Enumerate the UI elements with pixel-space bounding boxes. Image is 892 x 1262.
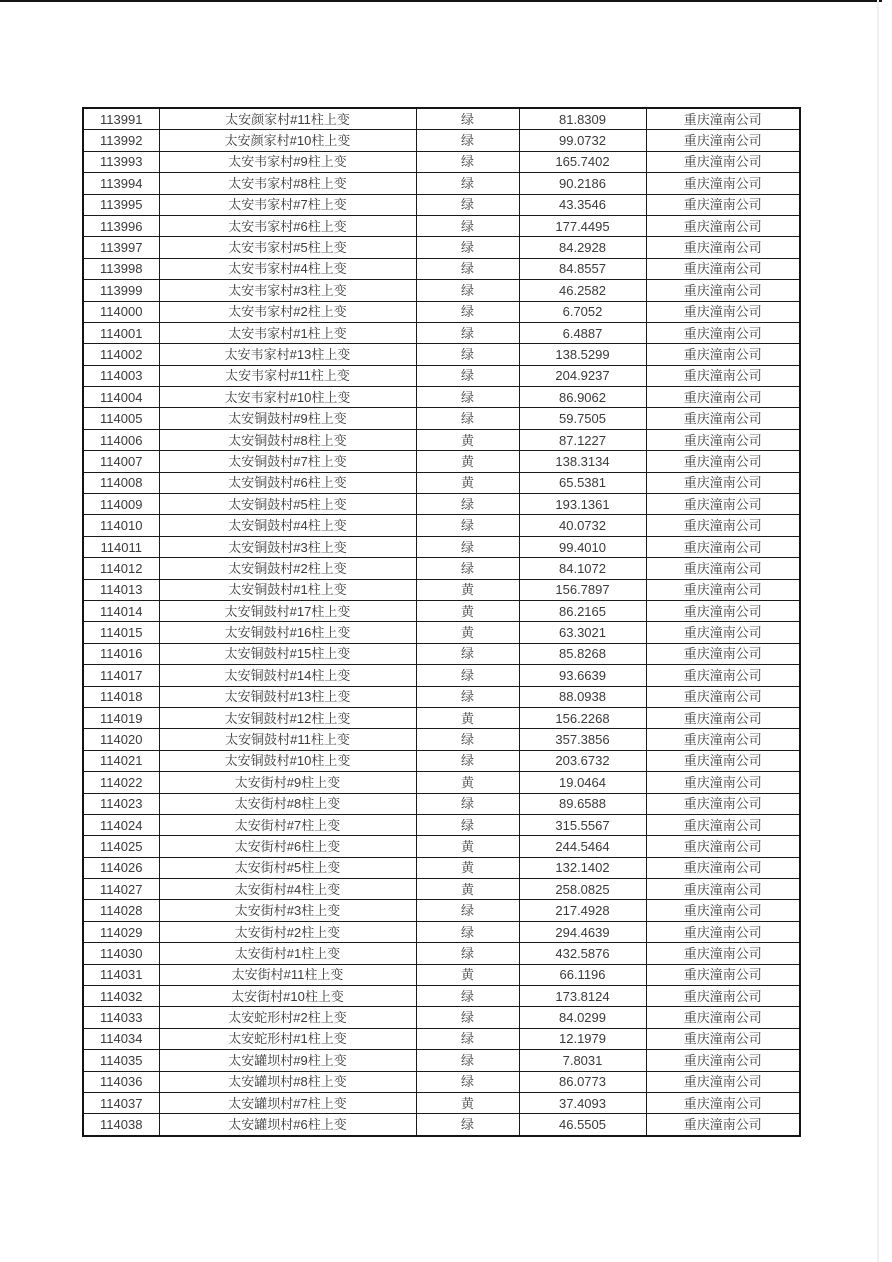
cell-company: 重庆潼南公司 xyxy=(646,1071,800,1092)
table-row xyxy=(83,814,800,835)
table-row xyxy=(83,622,800,643)
table-row xyxy=(83,1050,800,1071)
cell-transformer-name: 太安韦家村#2柱上变 xyxy=(159,301,416,322)
cell-value: 87.1227 xyxy=(519,429,646,450)
cell-company: 重庆潼南公司 xyxy=(646,280,800,301)
cell-transformer-name: 太安街村#6柱上变 xyxy=(159,836,416,857)
cell-transformer-name: 太安韦家村#4柱上变 xyxy=(159,258,416,279)
table-row xyxy=(83,365,800,386)
table-row xyxy=(83,729,800,750)
cell-id: 114034 xyxy=(83,1028,159,1049)
cell-transformer-name: 太安铜鼓村#2柱上变 xyxy=(159,558,416,579)
table-row xyxy=(83,900,800,921)
cell-transformer-name: 太安韦家村#3柱上变 xyxy=(159,280,416,301)
cell-company: 重庆潼南公司 xyxy=(646,622,800,643)
table-row xyxy=(83,772,800,793)
table-row xyxy=(83,943,800,964)
cell-status: 黄 xyxy=(416,429,519,450)
cell-transformer-name: 太安铜鼓村#9柱上变 xyxy=(159,408,416,429)
cell-id: 114024 xyxy=(83,814,159,835)
table-row xyxy=(83,130,800,151)
cell-id: 114020 xyxy=(83,729,159,750)
cell-id: 113997 xyxy=(83,237,159,258)
cell-status: 绿 xyxy=(416,173,519,194)
table-row xyxy=(83,237,800,258)
table-row xyxy=(83,600,800,621)
cell-status: 绿 xyxy=(416,1007,519,1028)
cell-status: 绿 xyxy=(416,280,519,301)
cell-id: 114035 xyxy=(83,1050,159,1071)
cell-transformer-name: 太安颜家村#11柱上变 xyxy=(159,108,416,130)
cell-company: 重庆潼南公司 xyxy=(646,643,800,664)
cell-id: 114000 xyxy=(83,301,159,322)
cell-transformer-name: 太安罐坝村#9柱上变 xyxy=(159,1050,416,1071)
cell-status: 绿 xyxy=(416,1028,519,1049)
cell-transformer-name: 太安铜鼓村#17柱上变 xyxy=(159,600,416,621)
cell-transformer-name: 太安铜鼓村#13柱上变 xyxy=(159,686,416,707)
cell-value: 244.5464 xyxy=(519,836,646,857)
table-row xyxy=(83,686,800,707)
table-row xyxy=(83,879,800,900)
cell-id: 114025 xyxy=(83,836,159,857)
cell-company: 重庆潼南公司 xyxy=(646,237,800,258)
cell-transformer-name: 太安铜鼓村#11柱上变 xyxy=(159,729,416,750)
cell-transformer-name: 太安铜鼓村#16柱上变 xyxy=(159,622,416,643)
cell-transformer-name: 太安街村#3柱上变 xyxy=(159,900,416,921)
table-row xyxy=(83,665,800,686)
cell-status: 绿 xyxy=(416,258,519,279)
cell-value: 99.0732 xyxy=(519,130,646,151)
cell-value: 40.0732 xyxy=(519,515,646,536)
cell-transformer-name: 太安街村#4柱上变 xyxy=(159,879,416,900)
cell-company: 重庆潼南公司 xyxy=(646,130,800,151)
cell-id: 113998 xyxy=(83,258,159,279)
cell-value: 86.0773 xyxy=(519,1071,646,1092)
cell-id: 114011 xyxy=(83,536,159,557)
cell-transformer-name: 太安蛇形村#2柱上变 xyxy=(159,1007,416,1028)
cell-transformer-name: 太安罐坝村#7柱上变 xyxy=(159,1092,416,1113)
cell-value: 37.4093 xyxy=(519,1092,646,1113)
table-row xyxy=(83,1028,800,1049)
cell-status: 绿 xyxy=(416,322,519,343)
cell-status: 黄 xyxy=(416,964,519,985)
cell-status: 绿 xyxy=(416,686,519,707)
cell-value: 432.5876 xyxy=(519,943,646,964)
cell-status: 绿 xyxy=(416,494,519,515)
cell-transformer-name: 太安罐坝村#6柱上变 xyxy=(159,1114,416,1136)
cell-status: 绿 xyxy=(416,793,519,814)
cell-transformer-name: 太安铜鼓村#15柱上变 xyxy=(159,643,416,664)
cell-id: 114036 xyxy=(83,1071,159,1092)
table-row xyxy=(83,793,800,814)
cell-value: 12.1979 xyxy=(519,1028,646,1049)
cell-value: 315.5567 xyxy=(519,814,646,835)
table-row xyxy=(83,301,800,322)
cell-company: 重庆潼南公司 xyxy=(646,429,800,450)
cell-id: 114016 xyxy=(83,643,159,664)
cell-value: 89.6588 xyxy=(519,793,646,814)
cell-transformer-name: 太安铜鼓村#4柱上变 xyxy=(159,515,416,536)
cell-transformer-name: 太安街村#2柱上变 xyxy=(159,921,416,942)
table-row xyxy=(83,536,800,557)
cell-company: 重庆潼南公司 xyxy=(646,1114,800,1136)
cell-transformer-name: 太安韦家村#10柱上变 xyxy=(159,387,416,408)
cell-status: 黄 xyxy=(416,707,519,728)
cell-value: 294.4639 xyxy=(519,921,646,942)
table-row xyxy=(83,558,800,579)
cell-company: 重庆潼南公司 xyxy=(646,793,800,814)
cell-status: 绿 xyxy=(416,900,519,921)
cell-id: 114019 xyxy=(83,707,159,728)
cell-transformer-name: 太安街村#9柱上变 xyxy=(159,772,416,793)
cell-value: 7.8031 xyxy=(519,1050,646,1071)
table-row xyxy=(83,750,800,771)
cell-status: 绿 xyxy=(416,729,519,750)
cell-transformer-name: 太安韦家村#9柱上变 xyxy=(159,151,416,172)
cell-company: 重庆潼南公司 xyxy=(646,964,800,985)
cell-value: 132.1402 xyxy=(519,857,646,878)
cell-status: 绿 xyxy=(416,943,519,964)
cell-value: 43.3546 xyxy=(519,194,646,215)
cell-company: 重庆潼南公司 xyxy=(646,173,800,194)
cell-id: 113999 xyxy=(83,280,159,301)
cell-value: 88.0938 xyxy=(519,686,646,707)
cell-company: 重庆潼南公司 xyxy=(646,1092,800,1113)
cell-id: 114018 xyxy=(83,686,159,707)
cell-id: 114002 xyxy=(83,344,159,365)
cell-status: 绿 xyxy=(416,986,519,1007)
table-row xyxy=(83,1092,800,1113)
cell-company: 重庆潼南公司 xyxy=(646,900,800,921)
transformer-table xyxy=(82,107,801,1137)
cell-company: 重庆潼南公司 xyxy=(646,344,800,365)
cell-company: 重庆潼南公司 xyxy=(646,707,800,728)
cell-transformer-name: 太安街村#10柱上变 xyxy=(159,986,416,1007)
cell-company: 重庆潼南公司 xyxy=(646,1028,800,1049)
cell-id: 114027 xyxy=(83,879,159,900)
cell-status: 黄 xyxy=(416,836,519,857)
cell-company: 重庆潼南公司 xyxy=(646,600,800,621)
cell-status: 绿 xyxy=(416,365,519,386)
table-row xyxy=(83,1114,800,1136)
cell-transformer-name: 太安罐坝村#8柱上变 xyxy=(159,1071,416,1092)
table-row xyxy=(83,643,800,664)
cell-status: 黄 xyxy=(416,772,519,793)
table-row xyxy=(83,857,800,878)
table-row xyxy=(83,280,800,301)
cell-id: 114038 xyxy=(83,1114,159,1136)
cell-transformer-name: 太安街村#8柱上变 xyxy=(159,793,416,814)
cell-status: 黄 xyxy=(416,1092,519,1113)
cell-company: 重庆潼南公司 xyxy=(646,1007,800,1028)
table-body xyxy=(83,108,800,1136)
cell-company: 重庆潼南公司 xyxy=(646,151,800,172)
cell-status: 绿 xyxy=(416,665,519,686)
cell-status: 绿 xyxy=(416,558,519,579)
cell-company: 重庆潼南公司 xyxy=(646,258,800,279)
cell-company: 重庆潼南公司 xyxy=(646,515,800,536)
cell-value: 93.6639 xyxy=(519,665,646,686)
cell-value: 138.5299 xyxy=(519,344,646,365)
cell-value: 203.6732 xyxy=(519,750,646,771)
cell-transformer-name: 太安铜鼓村#10柱上变 xyxy=(159,750,416,771)
cell-status: 黄 xyxy=(416,622,519,643)
cell-status: 绿 xyxy=(416,408,519,429)
cell-id: 114014 xyxy=(83,600,159,621)
cell-id: 114003 xyxy=(83,365,159,386)
cell-status: 黄 xyxy=(416,600,519,621)
cell-transformer-name: 太安韦家村#7柱上变 xyxy=(159,194,416,215)
cell-status: 绿 xyxy=(416,151,519,172)
table-row xyxy=(83,1071,800,1092)
cell-company: 重庆潼南公司 xyxy=(646,772,800,793)
cell-transformer-name: 太安颜家村#10柱上变 xyxy=(159,130,416,151)
cell-company: 重庆潼南公司 xyxy=(646,921,800,942)
cell-transformer-name: 太安韦家村#8柱上变 xyxy=(159,173,416,194)
cell-company: 重庆潼南公司 xyxy=(646,408,800,429)
table-row xyxy=(83,515,800,536)
cell-id: 113991 xyxy=(83,108,159,130)
cell-status: 绿 xyxy=(416,130,519,151)
cell-value: 258.0825 xyxy=(519,879,646,900)
cell-transformer-name: 太安蛇形村#1柱上变 xyxy=(159,1028,416,1049)
table-row xyxy=(83,344,800,365)
cell-transformer-name: 太安韦家村#6柱上变 xyxy=(159,215,416,236)
cell-id: 114033 xyxy=(83,1007,159,1028)
cell-id: 114010 xyxy=(83,515,159,536)
cell-id: 114029 xyxy=(83,921,159,942)
cell-status: 绿 xyxy=(416,515,519,536)
table-row xyxy=(83,215,800,236)
cell-transformer-name: 太安铜鼓村#5柱上变 xyxy=(159,494,416,515)
cell-value: 138.3134 xyxy=(519,451,646,472)
cell-status: 绿 xyxy=(416,814,519,835)
cell-value: 46.5505 xyxy=(519,1114,646,1136)
cell-status: 绿 xyxy=(416,108,519,130)
cell-id: 113992 xyxy=(83,130,159,151)
cell-value: 86.9062 xyxy=(519,387,646,408)
cell-status: 绿 xyxy=(416,750,519,771)
cell-value: 85.8268 xyxy=(519,643,646,664)
cell-transformer-name: 太安韦家村#11柱上变 xyxy=(159,365,416,386)
cell-company: 重庆潼南公司 xyxy=(646,301,800,322)
cell-value: 46.2582 xyxy=(519,280,646,301)
cell-id: 114021 xyxy=(83,750,159,771)
cell-id: 114012 xyxy=(83,558,159,579)
cell-company: 重庆潼南公司 xyxy=(646,194,800,215)
table-row xyxy=(83,1007,800,1028)
table-row xyxy=(83,322,800,343)
page-right-edge xyxy=(877,0,879,1262)
cell-id: 114005 xyxy=(83,408,159,429)
cell-value: 84.2928 xyxy=(519,237,646,258)
cell-id: 114026 xyxy=(83,857,159,878)
cell-company: 重庆潼南公司 xyxy=(646,686,800,707)
cell-transformer-name: 太安街村#5柱上变 xyxy=(159,857,416,878)
cell-status: 绿 xyxy=(416,921,519,942)
cell-transformer-name: 太安街村#7柱上变 xyxy=(159,814,416,835)
cell-company: 重庆潼南公司 xyxy=(646,451,800,472)
cell-status: 绿 xyxy=(416,1114,519,1136)
cell-company: 重庆潼南公司 xyxy=(646,494,800,515)
cell-transformer-name: 太安铜鼓村#1柱上变 xyxy=(159,579,416,600)
cell-id: 114007 xyxy=(83,451,159,472)
cell-company: 重庆潼南公司 xyxy=(646,986,800,1007)
cell-value: 6.4887 xyxy=(519,322,646,343)
cell-status: 黄 xyxy=(416,472,519,493)
cell-status: 绿 xyxy=(416,344,519,365)
cell-value: 84.8557 xyxy=(519,258,646,279)
cell-value: 156.7897 xyxy=(519,579,646,600)
table-row xyxy=(83,451,800,472)
cell-value: 177.4495 xyxy=(519,215,646,236)
cell-value: 66.1196 xyxy=(519,964,646,985)
cell-value: 81.8309 xyxy=(519,108,646,130)
cell-company: 重庆潼南公司 xyxy=(646,579,800,600)
cell-status: 绿 xyxy=(416,1050,519,1071)
page-top-edge xyxy=(0,0,882,2)
cell-status: 黄 xyxy=(416,451,519,472)
cell-company: 重庆潼南公司 xyxy=(646,108,800,130)
cell-id: 114004 xyxy=(83,387,159,408)
cell-transformer-name: 太安铜鼓村#8柱上变 xyxy=(159,429,416,450)
cell-company: 重庆潼南公司 xyxy=(646,1050,800,1071)
cell-value: 59.7505 xyxy=(519,408,646,429)
cell-status: 绿 xyxy=(416,536,519,557)
table-row xyxy=(83,836,800,857)
cell-company: 重庆潼南公司 xyxy=(646,836,800,857)
cell-value: 357.3856 xyxy=(519,729,646,750)
cell-value: 173.8124 xyxy=(519,986,646,1007)
cell-company: 重庆潼南公司 xyxy=(646,558,800,579)
table-row xyxy=(83,494,800,515)
cell-transformer-name: 太安铜鼓村#3柱上变 xyxy=(159,536,416,557)
cell-status: 绿 xyxy=(416,194,519,215)
cell-value: 63.3021 xyxy=(519,622,646,643)
cell-value: 217.4928 xyxy=(519,900,646,921)
table-row xyxy=(83,707,800,728)
cell-id: 114013 xyxy=(83,579,159,600)
cell-value: 193.1361 xyxy=(519,494,646,515)
table-row xyxy=(83,964,800,985)
cell-transformer-name: 太安铜鼓村#7柱上变 xyxy=(159,451,416,472)
cell-company: 重庆潼南公司 xyxy=(646,536,800,557)
cell-value: 6.7052 xyxy=(519,301,646,322)
cell-id: 114008 xyxy=(83,472,159,493)
cell-value: 19.0464 xyxy=(519,772,646,793)
cell-company: 重庆潼南公司 xyxy=(646,215,800,236)
cell-id: 114022 xyxy=(83,772,159,793)
cell-transformer-name: 太安韦家村#13柱上变 xyxy=(159,344,416,365)
table-row xyxy=(83,472,800,493)
cell-company: 重庆潼南公司 xyxy=(646,472,800,493)
cell-value: 90.2186 xyxy=(519,173,646,194)
cell-status: 绿 xyxy=(416,301,519,322)
cell-value: 204.9237 xyxy=(519,365,646,386)
cell-value: 86.2165 xyxy=(519,600,646,621)
cell-transformer-name: 太安韦家村#1柱上变 xyxy=(159,322,416,343)
cell-transformer-name: 太安铜鼓村#6柱上变 xyxy=(159,472,416,493)
cell-id: 114009 xyxy=(83,494,159,515)
cell-transformer-name: 太安韦家村#5柱上变 xyxy=(159,237,416,258)
cell-id: 113996 xyxy=(83,215,159,236)
cell-transformer-name: 太安街村#11柱上变 xyxy=(159,964,416,985)
table-row xyxy=(83,429,800,450)
cell-company: 重庆潼南公司 xyxy=(646,387,800,408)
cell-id: 114031 xyxy=(83,964,159,985)
cell-status: 绿 xyxy=(416,215,519,236)
cell-transformer-name: 太安街村#1柱上变 xyxy=(159,943,416,964)
table-row xyxy=(83,579,800,600)
cell-id: 113995 xyxy=(83,194,159,215)
cell-status: 黄 xyxy=(416,857,519,878)
cell-value: 99.4010 xyxy=(519,536,646,557)
cell-value: 84.0299 xyxy=(519,1007,646,1028)
cell-id: 114030 xyxy=(83,943,159,964)
cell-value: 165.7402 xyxy=(519,151,646,172)
cell-status: 绿 xyxy=(416,643,519,664)
cell-value: 156.2268 xyxy=(519,707,646,728)
cell-status: 黄 xyxy=(416,879,519,900)
cell-id: 114032 xyxy=(83,986,159,1007)
table-row xyxy=(83,151,800,172)
cell-value: 84.1072 xyxy=(519,558,646,579)
table-row xyxy=(83,194,800,215)
cell-status: 黄 xyxy=(416,579,519,600)
cell-status: 绿 xyxy=(416,237,519,258)
table-row xyxy=(83,921,800,942)
table-row xyxy=(83,986,800,1007)
cell-id: 113993 xyxy=(83,151,159,172)
cell-id: 114037 xyxy=(83,1092,159,1113)
cell-id: 114015 xyxy=(83,622,159,643)
cell-id: 114023 xyxy=(83,793,159,814)
table-row xyxy=(83,173,800,194)
cell-id: 114017 xyxy=(83,665,159,686)
cell-company: 重庆潼南公司 xyxy=(646,322,800,343)
table-row xyxy=(83,387,800,408)
cell-transformer-name: 太安铜鼓村#12柱上变 xyxy=(159,707,416,728)
cell-company: 重庆潼南公司 xyxy=(646,665,800,686)
cell-company: 重庆潼南公司 xyxy=(646,879,800,900)
cell-status: 绿 xyxy=(416,1071,519,1092)
cell-company: 重庆潼南公司 xyxy=(646,729,800,750)
cell-id: 113994 xyxy=(83,173,159,194)
cell-id: 114001 xyxy=(83,322,159,343)
cell-transformer-name: 太安铜鼓村#14柱上变 xyxy=(159,665,416,686)
cell-id: 114006 xyxy=(83,429,159,450)
cell-id: 114028 xyxy=(83,900,159,921)
cell-status: 绿 xyxy=(416,387,519,408)
cell-company: 重庆潼南公司 xyxy=(646,750,800,771)
table-row xyxy=(83,408,800,429)
table-row xyxy=(83,258,800,279)
table-row xyxy=(83,108,800,130)
cell-value: 65.5381 xyxy=(519,472,646,493)
cell-company: 重庆潼南公司 xyxy=(646,943,800,964)
cell-company: 重庆潼南公司 xyxy=(646,365,800,386)
cell-company: 重庆潼南公司 xyxy=(646,814,800,835)
cell-company: 重庆潼南公司 xyxy=(646,857,800,878)
